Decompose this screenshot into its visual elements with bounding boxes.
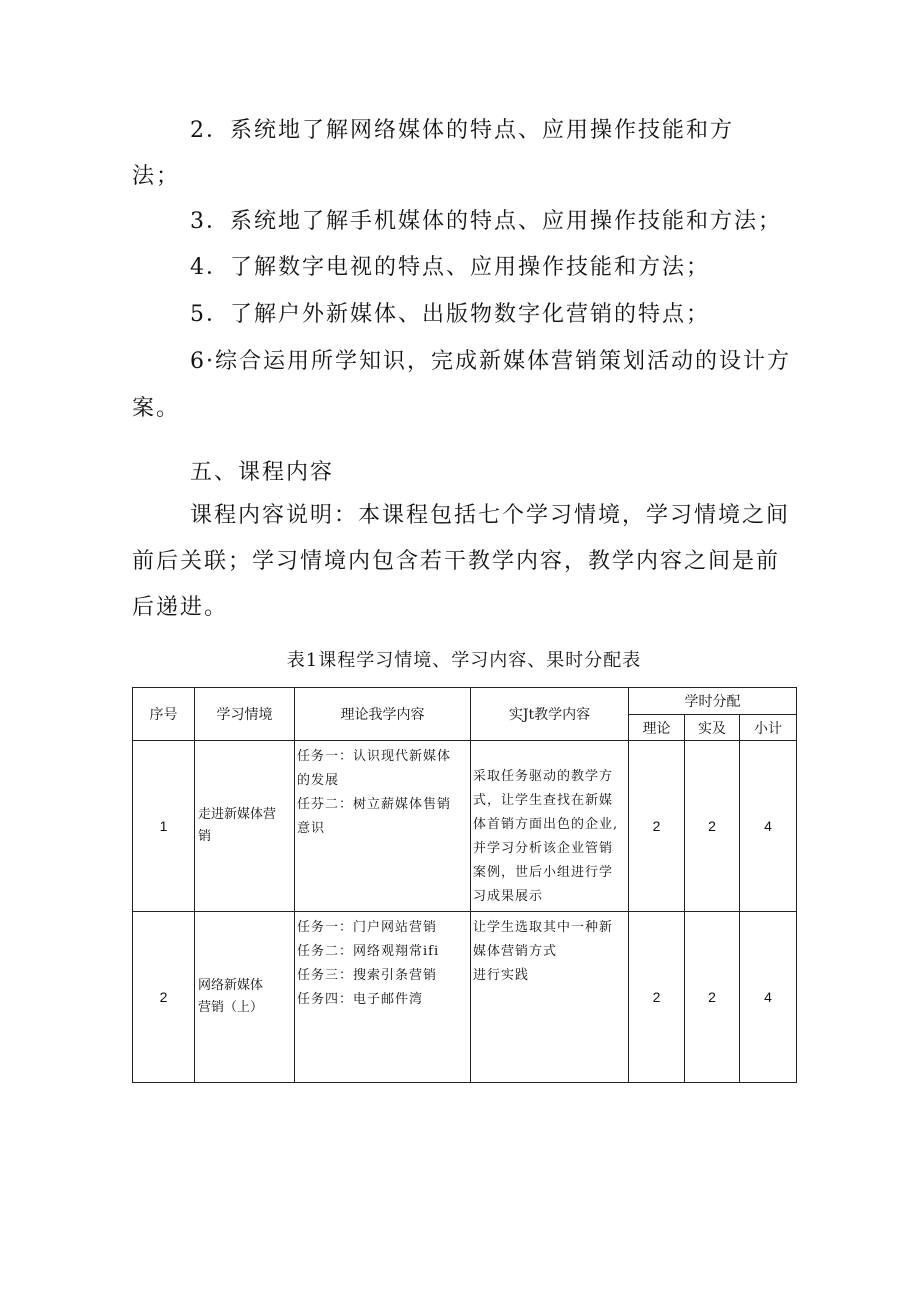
row-theory-hours: 2 bbox=[629, 912, 685, 1083]
row-subtotal: 4 bbox=[740, 912, 797, 1083]
theory-line: 任芬二：树立薪媒体售销 bbox=[297, 797, 452, 812]
objective-6-line2: 案。 bbox=[132, 396, 181, 421]
practice-line: 案例，世后小组进行学 bbox=[473, 865, 614, 880]
situation-line: 销 bbox=[198, 829, 212, 844]
row-practice-content bbox=[471, 741, 629, 912]
header-hours: 学时分配 bbox=[629, 688, 797, 715]
section-heading: 五、课程内容 bbox=[190, 460, 335, 485]
objective-5 bbox=[132, 292, 812, 338]
practice-line: 采取任务驱动的教学方 bbox=[473, 769, 614, 784]
row-no: 1 bbox=[133, 741, 195, 912]
objective-4 bbox=[132, 245, 812, 291]
practice-line: 习成果展示 bbox=[473, 889, 544, 904]
theory-line: 任务一：门户网站营销 bbox=[297, 920, 438, 935]
practice-line: 式，让学生查找在新媒 bbox=[473, 793, 614, 808]
practice-line: 媒体营销方式 bbox=[473, 944, 558, 959]
row-situation bbox=[195, 912, 295, 1083]
practice-line: 进行实践 bbox=[473, 968, 530, 983]
header-theory-content: 理论我学内容 bbox=[295, 688, 471, 741]
description-line3 bbox=[132, 585, 812, 631]
row-theory-content bbox=[295, 912, 471, 1083]
objective-2 bbox=[132, 108, 812, 154]
objective-3-line1: 3．系统地了解手机媒体的特点、应用操作技能和方法； bbox=[190, 209, 782, 234]
situation-line: 网络新媒体 bbox=[198, 978, 264, 993]
objective-2-line1: 2．系统地了解网络媒体的特点、应用操作技能和方 bbox=[190, 118, 734, 143]
header-theory: 理论 bbox=[629, 715, 685, 741]
objective-2-line2: 法； bbox=[132, 164, 181, 189]
objective-3 bbox=[132, 199, 812, 245]
course-table bbox=[132, 687, 797, 1083]
table-caption: 表1课程学习情境、学习内容、果时分配表 bbox=[286, 650, 642, 671]
header-situation: 学习情境 bbox=[195, 688, 295, 741]
objective-2-cont bbox=[132, 154, 812, 200]
description-text-2: 前后关联；学习情境内包含若干教学内容，教学内容之间是前 bbox=[132, 549, 781, 574]
row-subtotal: 4 bbox=[740, 741, 797, 912]
header-practice-content: 实Jt教学内容 bbox=[471, 688, 629, 741]
theory-line: 任务二：网络观翔常ifi bbox=[297, 944, 440, 959]
row-situation bbox=[195, 741, 295, 912]
row-practice-hours: 2 bbox=[685, 912, 740, 1083]
table-row bbox=[133, 912, 797, 1083]
header-no: 序号 bbox=[133, 688, 195, 741]
practice-line: 让学生选取其中一种新 bbox=[473, 920, 614, 935]
objective-4-line1: 4．了解数字电视的特点、应用操作技能和方法； bbox=[190, 255, 710, 280]
objective-6-cont bbox=[132, 386, 812, 432]
row-no: 2 bbox=[133, 912, 195, 1083]
situation-line: 营销（上） bbox=[198, 1000, 264, 1015]
theory-line: 的发展 bbox=[297, 773, 340, 788]
header-row-1 bbox=[133, 688, 797, 715]
objective-6 bbox=[132, 339, 812, 385]
description-line1 bbox=[132, 493, 812, 539]
header-subtotal: 小计 bbox=[740, 715, 797, 741]
row-practice-content bbox=[471, 912, 629, 1083]
theory-line: 任务一：认识现代新媒体 bbox=[297, 749, 452, 764]
row-theory-hours: 2 bbox=[629, 741, 685, 912]
header-practice: 实及 bbox=[685, 715, 740, 741]
practice-line: 体首销方面出色的企业, bbox=[473, 817, 619, 832]
theory-line: 任务三：搜索引条营销 bbox=[297, 968, 438, 983]
table-row bbox=[133, 741, 797, 912]
theory-line: 任务四：电子邮件湾 bbox=[297, 992, 424, 1007]
theory-line: 意识 bbox=[297, 821, 326, 836]
row-practice-hours: 2 bbox=[685, 741, 740, 912]
objective-5-line1: 5．了解户外新媒体、出版物数字化营销的特点； bbox=[190, 302, 710, 327]
objective-6-line1: 6·综合运用所学知识，完成新媒体营销策划活动的设计方 bbox=[190, 349, 791, 374]
row-theory-content bbox=[295, 741, 471, 912]
description-text-3: 后递进。 bbox=[132, 595, 229, 620]
description-line2 bbox=[132, 539, 812, 585]
practice-line: 并学习分析该企业管销 bbox=[473, 841, 614, 856]
description-text-1: 课程内容说明：本课程包括七个学习情境，学习情境之间 bbox=[190, 503, 791, 528]
situation-line: 走进新媒体营 bbox=[198, 807, 277, 822]
